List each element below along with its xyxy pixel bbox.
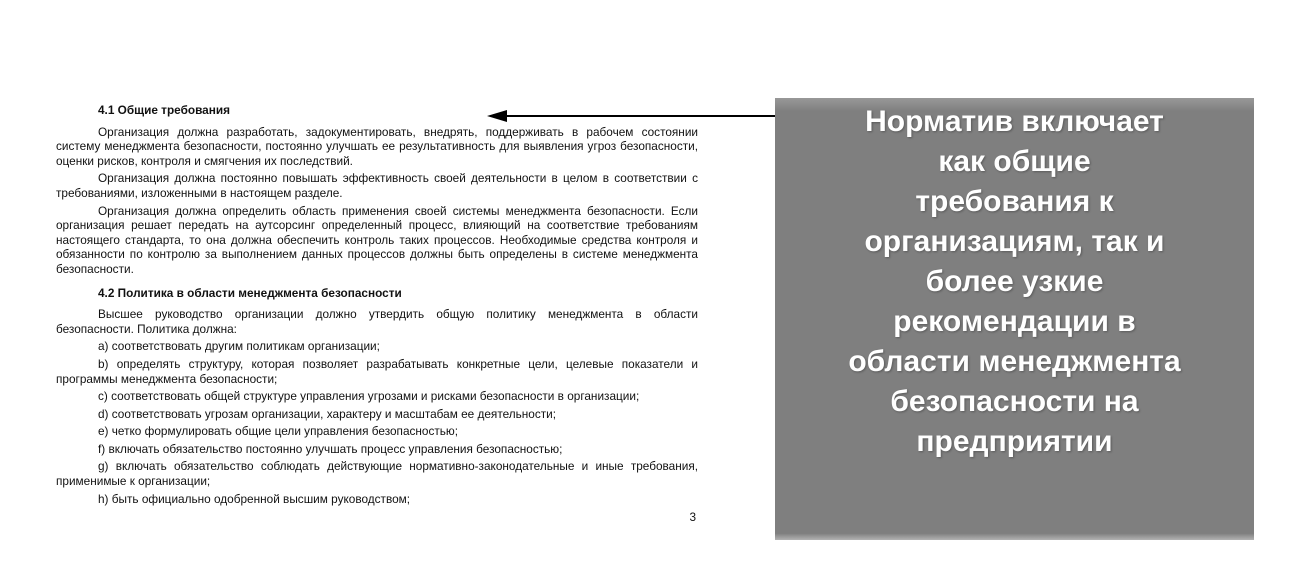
document-text: [56, 103, 698, 506]
callout-text: [775, 102, 1254, 462]
callout-text-line: как общие: [938, 145, 1091, 178]
body-paragraph: d) соответствовать угрозам организации, характеру и масштабам ее деятельности;: [98, 406, 557, 421]
body-paragraph: Высшее руководство организации должно утвердить общую политику менеджмента в области безопасности. Политика должна:: [56, 307, 698, 336]
body-paragraph: b) определять структуру, которая позволяет разрабатывать конкретные цели, целевые показатели и программы менеджмента безопасности;: [56, 356, 698, 386]
body-paragraph: h) быть официально одобренной высшим руководством;: [98, 491, 411, 506]
body-paragraph: Организация должна постоянно повышать эффективность своей деятельности в целом в соответствии с требованиями, изложенными в настоящем разделе.: [56, 171, 698, 200]
body-paragraph: e) четко формулировать общие цели управления безопасностью;: [98, 424, 459, 439]
body-paragraph: c) соответствовать общей структуре управления угрозами и рисками безопасности в организации;: [98, 389, 640, 404]
callout-arrow-icon: [486, 105, 804, 127]
callout-text-line: требования к: [915, 185, 1114, 218]
body-paragraph: Организация должна разработать, задокументировать, внедрять, поддерживать в рабочем состоянии систему менеджмента безопасности, постоянно улучшать ее результативность для выявления угроз безопасности, оценки рисков, контроля и смягчения их последствий.: [56, 124, 698, 168]
body-paragraph: f) включать обязательство постоянно улучшать процесс управления безопасностью;: [98, 441, 563, 456]
callout-text-line: организациям, так и: [864, 225, 1165, 258]
callout-text-line: области менеджмента: [848, 345, 1181, 378]
callout-box: [775, 98, 1254, 540]
body-paragraph: g) включать обязательство соблюдать действующие нормативно-законодательные и иные требования, применимые к организации;: [56, 459, 698, 489]
callout-text-line: безопасности на: [890, 385, 1139, 418]
section-heading: 4.2 Политика в области менеджмента безопасности: [98, 285, 402, 300]
body-paragraph: Организация должна определить область применения своей системы менеджмента безопасности. Если организация решает передать на аутсорсинг определенный процесс, влияющий на соответствие требованиям настоящего стандарта, то она должна обеспечить контроль таких процессов. Необходимые средства контроля и обязанности по контролю за выполнением данных процессов должны быть определены в системе менеджмента безопасности.: [56, 203, 698, 276]
document-page: [56, 103, 698, 525]
callout-text-line: более узкие: [925, 265, 1104, 298]
callout-text-line: Норматив включает: [865, 105, 1164, 138]
callout-text-line: предприятии: [916, 425, 1113, 458]
section-heading: 4.1 Общие требования: [98, 103, 230, 117]
body-paragraph: a) соответствовать другим политикам организации;: [98, 339, 380, 354]
callout-text-line: рекомендации в: [893, 305, 1136, 338]
page-number: 3: [689, 510, 696, 525]
